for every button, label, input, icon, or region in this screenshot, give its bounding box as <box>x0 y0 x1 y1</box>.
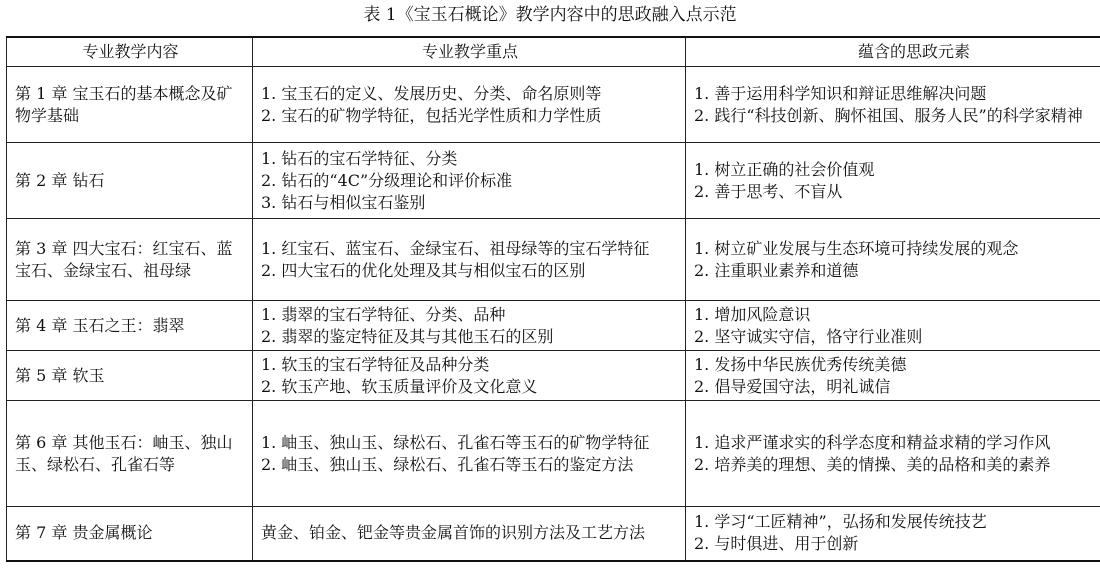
header-row <box>7 37 1100 67</box>
element-line: 1. 发扬中华民族优秀传统美德 <box>694 354 907 374</box>
focus-line: 1. 岫玉、独山玉、绿松石、孔雀石等玉石的矿物学特征 <box>261 432 650 452</box>
table-row <box>7 143 1100 219</box>
chapter-cell: 第 4 章 玉石之王：翡翠 <box>7 301 253 351</box>
element-line: 2. 倡导爱国守法，明礼诚信 <box>694 376 891 396</box>
focus-line: 2. 翡翠的鉴定特征及其与其他玉石的区别 <box>261 326 554 346</box>
table-row <box>7 351 1100 401</box>
focus-line: 黄金、铂金、钯金等贵金属首饰的识别方法及工艺方法 <box>261 523 646 543</box>
focus-cell <box>253 301 686 351</box>
table-row <box>7 67 1100 143</box>
elements-cell <box>686 219 1100 301</box>
focus-cell <box>253 351 686 401</box>
focus-line: 1. 钻石的宝石学特征、分类 <box>261 148 458 168</box>
element-line: 1. 增加风险意识 <box>694 304 811 324</box>
elements-cell <box>686 67 1100 143</box>
element-line: 2. 坚守诚实守信，恪守行业准则 <box>694 326 923 346</box>
chapter-cell: 第 2 章 钻石 <box>7 143 253 219</box>
focus-line: 1. 宝玉石的定义、发展历史、分类、命名原则等 <box>261 83 602 103</box>
focus-line: 1. 翡翠的宝石学特征、分类、品种 <box>261 304 506 324</box>
table-row <box>7 301 1100 351</box>
header-content: 专业教学内容 <box>7 37 253 67</box>
focus-line: 1. 红宝石、蓝宝石、金绿宝石、祖母绿等的宝石学特征 <box>261 238 650 258</box>
chapter-cell: 第 7 章 贵金属概论 <box>7 507 253 561</box>
elements-cell <box>686 301 1100 351</box>
element-line: 1. 追求严谨求实的科学态度和精益求精的学习作风 <box>694 432 1051 452</box>
table-row <box>7 507 1100 561</box>
element-line: 2. 培养美的理想、美的情操、美的品格和美的素养 <box>694 454 1051 474</box>
focus-line: 2. 岫玉、独山玉、绿松石、孔雀石等玉石的鉴定方法 <box>261 454 634 474</box>
table-caption: 表 1《宝玉石概论》教学内容中的思政融入点示范 <box>363 5 737 25</box>
header-elements: 蕴含的思政元素 <box>686 37 1100 67</box>
ideology-table <box>6 36 1100 562</box>
chapter-cell: 第 1 章 宝玉石的基本概念及矿物学基础 <box>7 67 253 143</box>
element-line: 1. 树立矿业发展与生态环境可持续发展的观念 <box>694 238 1019 258</box>
element-line: 1. 学习“工匠精神”，弘扬和发展传统技艺 <box>694 512 987 532</box>
focus-cell <box>253 401 686 507</box>
elements-cell <box>686 143 1100 219</box>
focus-line: 2. 四大宝石的优化处理及其与相似宝石的区别 <box>261 260 586 280</box>
focus-cell <box>253 507 686 561</box>
focus-cell <box>253 219 686 301</box>
chapter-cell: 第 3 章 四大宝石：红宝石、蓝宝石、金绿宝石、祖母绿 <box>7 219 253 301</box>
focus-line: 2. 宝石的矿物学特征，包括光学性质和力学性质 <box>261 105 602 125</box>
element-line: 2. 注重职业素养和道德 <box>694 260 859 280</box>
element-line: 2. 践行“科技创新、胸怀祖国、服务人民”的科学家精神 <box>694 105 1083 125</box>
chapter-cell: 第 5 章 软玉 <box>7 351 253 401</box>
elements-cell <box>686 351 1100 401</box>
elements-cell <box>686 401 1100 507</box>
chapter-cell: 第 6 章 其他玉石：岫玉、独山玉、绿松石、孔雀石等 <box>7 401 253 507</box>
table-row <box>7 401 1100 507</box>
focus-cell <box>253 67 686 143</box>
focus-line: 1. 软玉的宝石学特征及品种分类 <box>261 354 490 374</box>
element-line: 2. 善于思考、不盲从 <box>694 181 843 201</box>
element-line: 2. 与时俱进、用于创新 <box>694 534 859 554</box>
table-row <box>7 219 1100 301</box>
focus-line: 2. 钻石的“4C”分级理论和评价标准 <box>261 170 513 190</box>
header-focus: 专业教学重点 <box>253 37 686 67</box>
elements-cell <box>686 507 1100 561</box>
focus-line: 3. 钻石与相似宝石鉴别 <box>261 192 426 212</box>
focus-line: 2. 软玉产地、软玉质量评价及文化意义 <box>261 376 538 396</box>
focus-cell <box>253 143 686 219</box>
element-line: 1. 善于运用科学知识和辩证思维解决问题 <box>694 83 987 103</box>
element-line: 1. 树立正确的社会价值观 <box>694 159 875 179</box>
